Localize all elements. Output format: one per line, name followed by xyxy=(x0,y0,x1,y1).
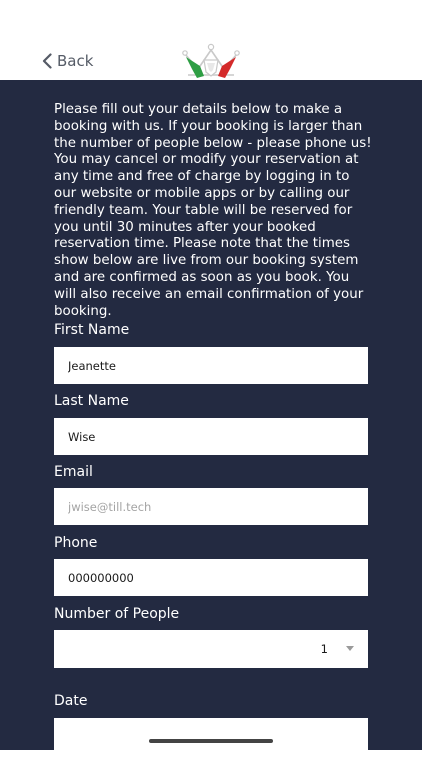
booking-intro-text: Please fill out your details below to make a booking with us. If your booking is larger than the number of people below - please phone us! You may cancel or modify your reservation at any time and free of charge by logging in to our website or mobile apps or by calling our friendly team. Your table will be reserved for you until 30 minutes after your booked reservation time. Please note that the times show below are live from our booking system and are confirmed as soon as you book. You will also receive an email confirmation of your booking. xyxy=(54,102,372,319)
phone-label: Phone xyxy=(54,535,98,551)
people-select[interactable] xyxy=(54,630,368,668)
phone-input[interactable] xyxy=(54,559,368,596)
crown-logo-icon xyxy=(180,42,242,80)
date-input[interactable] xyxy=(54,718,368,758)
caret-down-icon xyxy=(346,646,354,651)
back-button[interactable] xyxy=(42,50,93,72)
first-name-label: First Name xyxy=(54,322,130,338)
people-select-value: 1 xyxy=(320,642,328,656)
email-input[interactable] xyxy=(54,488,368,525)
email-label: Email xyxy=(54,464,93,480)
last-name-input[interactable] xyxy=(54,418,368,455)
chevron-left-icon xyxy=(42,53,52,69)
header-bar xyxy=(0,0,422,80)
last-name-label: Last Name xyxy=(54,393,129,409)
people-label: Number of People xyxy=(54,606,180,622)
home-indicator xyxy=(149,739,273,743)
back-label: Back xyxy=(57,52,94,70)
date-label: Date xyxy=(54,693,88,709)
booking-form-panel xyxy=(0,80,422,750)
first-name-input[interactable] xyxy=(54,347,368,384)
